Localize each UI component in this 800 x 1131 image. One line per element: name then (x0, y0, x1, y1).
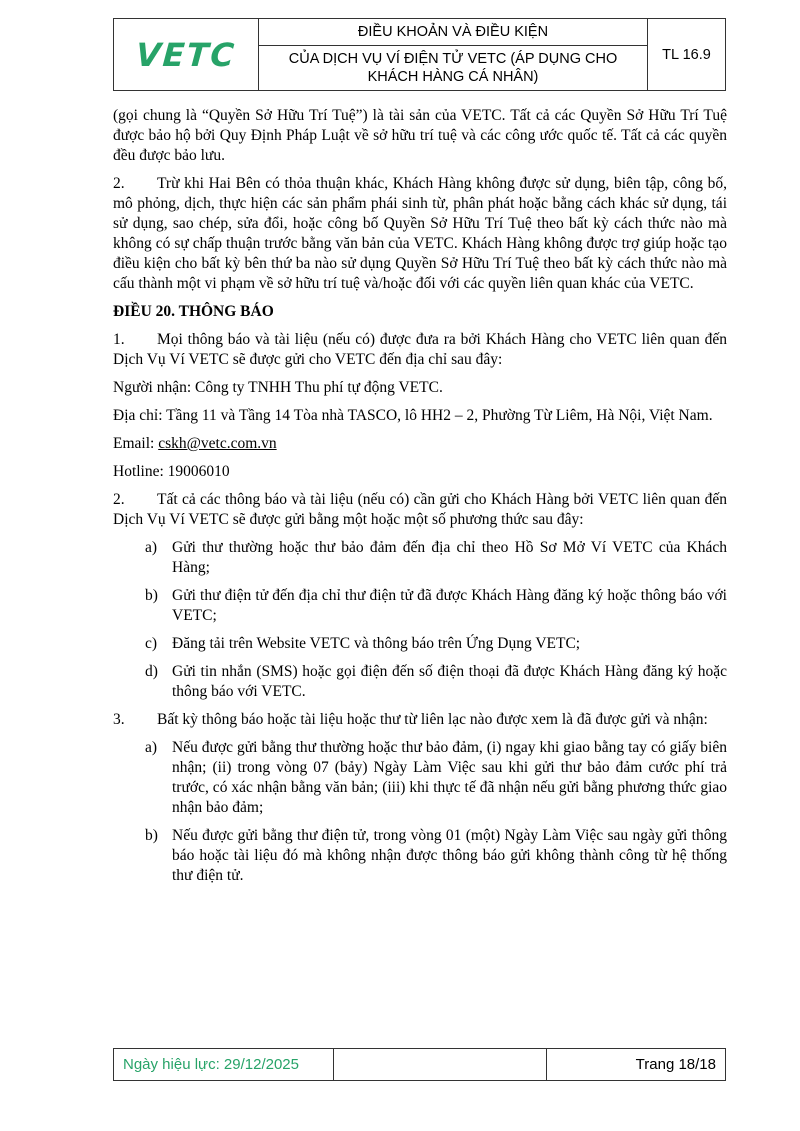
notice-1-number: 1. (113, 331, 125, 348)
footer-empty-cell (333, 1049, 547, 1080)
method-item-c (145, 634, 727, 654)
receipt-rule-text-b: Nếu được gửi bằng thư điện tử, trong vòng 01 (một) Ngày Làm Việc sau ngày gửi thông báo hoặc tài liệu đó mà không nhận được thông báo gửi không thành công từ hệ thống thư điện tử. (172, 827, 727, 884)
section-title-dieu-20: ĐIỀU 20. THÔNG BÁO (113, 303, 274, 320)
receipt-rule-marker-b: b) (145, 827, 158, 844)
doc-code: TL 16.9 (662, 46, 711, 63)
notice-3-text: Bất kỳ thông báo hoặc tài liệu hoặc thư từ liên lạc nào được xem là đã được gửi và nhận: (157, 711, 708, 728)
document-header (113, 18, 726, 91)
clause-2-text: Trừ khi Hai Bên có thỏa thuận khác, Khách Hàng không được sử dụng, biên tập, công bố, mô phỏng, dịch, thực hiện các sản phẩm phái sinh từ, phân phát hoặc bằng cách khác sử dụng, tái sử dụng, sao chép, sửa đổi, hoặc công bố Quyền Sở Hữu Trí Tuệ theo bất kỳ cách thức nào mà không có sự chấp thuận trước bằng văn bản của VETC. Khách Hàng không được trợ giúp hoặc tạo điều kiện cho bất kỳ bên thứ ba nào sử dụng Quyền Sở Hữu Trí Tuệ theo bất kỳ cách thức nào mà cấu thành một vi phạm về sở hữu trí tuệ và/hoặc đối với các quyền liên quan khác của VETC. (113, 175, 727, 292)
doc-title-line2: CỦA DỊCH VỤ VÍ ĐIỆN TỬ VETC (ÁP DỤNG CHO KHÁCH HÀNG CÁ NHÂN) (288, 51, 618, 85)
page-number: Trang 18/18 (635, 1056, 716, 1073)
email-line (113, 434, 727, 454)
intro-paragraph: (gọi chung là “Quyền Sở Hữu Trí Tuệ”) là tài sản của VETC. Tất cả các Quyền Sở Hữu Trí Tuệ được bảo hộ bởi Quy Định Pháp Luật về sở hữu trí tuệ và các công ước quốc tế. Tất cả các quyền đều được bảo lưu. (113, 107, 727, 164)
method-text-a: Gửi thư thường hoặc thư bảo đảm đến địa chỉ theo Hồ Sơ Mở Ví VETC của Khách Hàng; (172, 539, 727, 576)
notice-1-paragraph (113, 330, 727, 370)
vetc-logo (114, 19, 258, 90)
receipt-rule-item-b (145, 826, 727, 886)
vetc-logo-text: VETC (134, 35, 238, 74)
notice-3-number: 3. (113, 711, 125, 728)
header-title-cell (258, 19, 648, 90)
clause-2-number: 2. (113, 175, 125, 192)
notice-1-text: Mọi thông báo và tài liệu (nếu có) được đưa ra bởi Khách Hàng cho VETC liên quan đến Dịch Vụ Ví VETC sẽ được gửi cho VETC đến địa chỉ sau đây: (113, 331, 727, 368)
document-body (113, 106, 727, 894)
method-marker-b: b) (145, 587, 158, 604)
address-line: Địa chỉ: Tầng 11 và Tầng 14 Tòa nhà TASCO, lô HH2 – 2, Phường Từ Liêm, Hà Nội, Việt Nam. (113, 407, 713, 424)
doc-title-line1: ĐIỀU KHOẢN VÀ ĐIỀU KIỆN (259, 19, 647, 46)
notice-3-paragraph (113, 710, 727, 730)
clause-2-paragraph (113, 174, 727, 294)
method-text-b: Gửi thư điện tử đến địa chỉ thư điện tử đã được Khách Hàng đăng ký hoặc thông báo với VETC; (172, 587, 727, 624)
notice-2-text: Tất cả các thông báo và tài liệu (nếu có) cần gửi cho Khách Hàng bởi VETC liên quan đến Dịch Vụ Ví VETC sẽ được gửi bằng một hoặc một số phương thức sau đây: (113, 491, 727, 528)
effective-date: Ngày hiệu lực: 29/12/2025 (123, 1056, 299, 1073)
method-text-d: Gửi tin nhắn (SMS) hoặc gọi điện đến số điện thoại đã được Khách Hàng đăng ký hoặc thông báo với VETC. (172, 663, 727, 700)
document-footer (113, 1048, 726, 1081)
notice-2-paragraph (113, 490, 727, 530)
method-marker-c: c) (145, 635, 158, 652)
receipt-rule-text-a: Nếu được gửi bằng thư thường hoặc thư bảo đảm, (i) ngay khi giao bằng tay có giấy biên nhận; (ii) trong vòng 07 (bảy) Ngày Làm Việc sau khi gửi thư bảo đảm cước phí trả trước, có xác nhận bằng văn bản; (iii) khi thực tế đã nhận nếu gửi bằng phương thức giao nhận bảo đảm; (172, 739, 727, 816)
receipt-rule-item-a (145, 738, 727, 818)
method-item-d (145, 662, 727, 702)
recipient-line: Người nhận: Công ty TNHH Thu phí tự động VETC. (113, 379, 443, 396)
receipt-rule-marker-a: a) (145, 739, 158, 756)
email-label: Email: (113, 435, 159, 452)
hotline-line: Hotline: 19006010 (113, 463, 230, 480)
method-marker-d: d) (145, 663, 158, 680)
email-link[interactable]: cskh@vetc.com.vn (158, 435, 277, 452)
method-text-c: Đăng tải trên Website VETC và thông báo trên Ứng Dụng VETC; (172, 635, 581, 652)
method-item-b (145, 586, 727, 626)
notice-2-number: 2. (113, 491, 125, 508)
method-item-a (145, 538, 727, 578)
method-marker-a: a) (145, 539, 158, 556)
